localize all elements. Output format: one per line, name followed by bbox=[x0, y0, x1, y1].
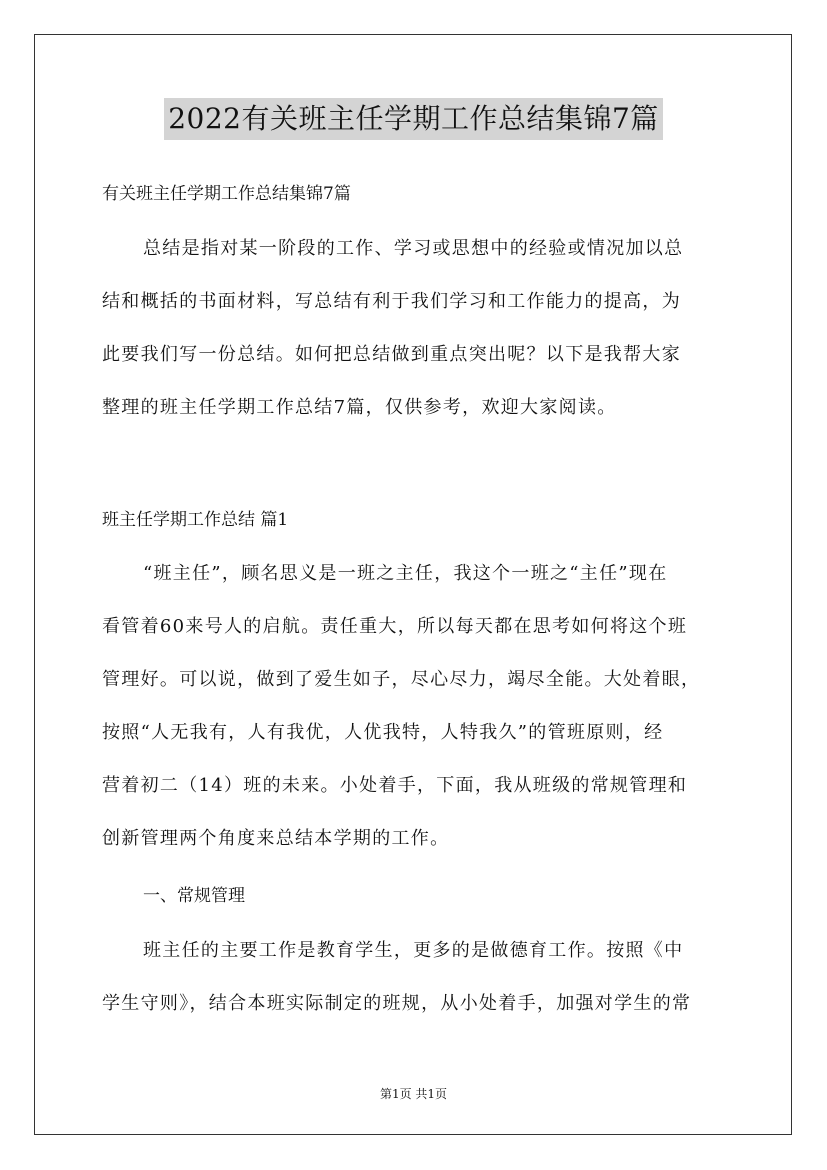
intro-line: 总结是指对某一阶段的工作、学习或思想中的经验或情况加以总 bbox=[143, 238, 684, 259]
section-line: 看管着60来号人的启航。责任重大，所以每天都在思考如何将这个班 bbox=[102, 616, 688, 637]
document-subtitle: 有关班主任学期工作总结集锦7篇 bbox=[102, 184, 351, 204]
subheading: 一、常规管理 bbox=[143, 886, 245, 906]
title-container bbox=[0, 98, 827, 140]
section-heading: 班主任学期工作总结 篇1 bbox=[102, 510, 289, 530]
section-line: 按照“人无我有，人有我优，人优我特，人特我久”的管班原则，经 bbox=[102, 722, 664, 743]
section-line: 管理好。可以说，做到了爱生如子，尽心尽力，竭尽全能。大处着眼， bbox=[102, 669, 701, 690]
document-title: 2022有关班主任学期工作总结集锦7篇 bbox=[164, 98, 663, 140]
section-line: “班主任”，顾名思义是一班之主任，我这个一班之“主任”现在 bbox=[143, 563, 668, 584]
intro-line: 整理的班主任学期工作总结7篇，仅供参考，欢迎大家阅读。 bbox=[102, 397, 617, 418]
section-line: 创新管理两个角度来总结本学期的工作。 bbox=[102, 828, 450, 849]
page-footer: 第1页 共1页 bbox=[379, 1087, 448, 1101]
rules-line: 学生守则》，结合本班实际制定的班规，从小处着手，加强对学生的常 bbox=[102, 993, 692, 1014]
rules-line: 班主任的主要工作是教育学生，更多的是做德育工作。按照《中 bbox=[143, 940, 684, 961]
intro-line: 结和概括的书面材料，写总结有利于我们学习和工作能力的提高，为 bbox=[102, 291, 681, 312]
section-line: 营着初二（14）班的未来。小处着手，下面，我从班级的常规管理和 bbox=[102, 775, 688, 796]
intro-line: 此要我们写一份总结。如何把总结做到重点突出呢？以下是我帮大家 bbox=[102, 344, 681, 365]
